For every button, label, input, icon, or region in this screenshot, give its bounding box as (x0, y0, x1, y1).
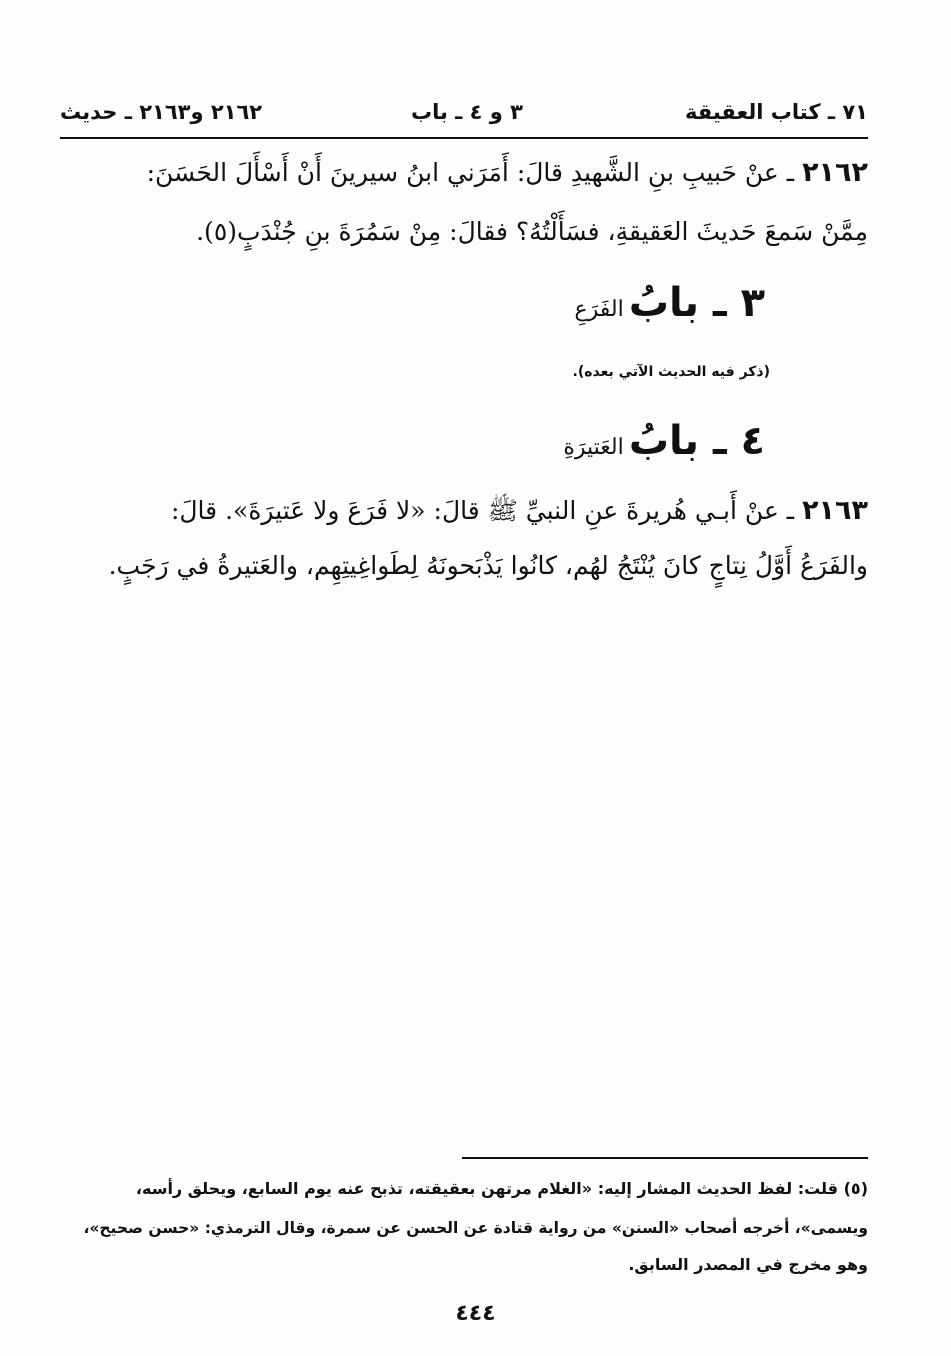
hadith-2162-line-2 (60, 212, 868, 252)
bab-3-note: (ذكر فيه الحديث الآتي بعده). (572, 364, 770, 380)
header-divider (60, 137, 868, 139)
header-hadith-range: ٢١٦٢ و٢١٦٣ ـ حديث (60, 100, 263, 124)
bab-3-number: ٣ ـ بابُ (628, 280, 765, 326)
bab-4-heading (60, 418, 868, 464)
hadith-2163-line-2 (60, 546, 868, 586)
hadith-2162-text-2: مِمَّنْ سَمعَ حَديثَ العَقيقةِ، فسَأَلْتُهُ؟ فقالَ: مِنْ سَمُرَةَ بنِ جُنْدَبٍ(٥). (196, 217, 868, 246)
footnote-line-3: وهو مخرج في المصدر السابق. (628, 1255, 868, 1274)
footnote-divider (462, 1157, 868, 1159)
bab-4-title: العَتيرَةِ (563, 435, 624, 460)
footnote-line-1: (٥) قلت: لفظ الحديث المشار إليه: «الغلام مرتهن بعقيقته، تذبح عنه يوم السابع، ويحلق رأسه، (135, 1179, 868, 1198)
hadith-2162-text-1: ـ عنْ حَبيبِ بنِ الشَّهيدِ قالَ: أَمَرَني ابنُ سيرينَ أَنْ أَسْأَلَ الحَسَنَ: (146, 158, 803, 187)
hadith-2163-text-2: والفَرَعُ أَوَّلُ نِتاجٍ كانَ يُنْتَجُ لهُم، كانُوا يَذْبَحونَهُ لِطَواغِيتِهِم، والعَتيرةُ في رَجَبٍ. (108, 551, 868, 580)
hadith-2163-text-1: ـ عنْ أَبـي هُريرةَ عنِ النبيِّ ﷺ قالَ: «لا فَرَعَ ولا عَتيرَةَ». قالَ: (170, 496, 803, 525)
running-header (60, 100, 868, 134)
bab-3-title: الفَرَعِ (574, 297, 624, 322)
hadith-2162-number: ٢١٦٢ (802, 157, 868, 188)
page-number: ٤٤٤ (455, 1301, 496, 1326)
header-book-title: ٧١ ـ كتاب العقيقة (685, 100, 868, 124)
bab-4-number: ٤ ـ بابُ (628, 418, 765, 464)
bab-3-heading (60, 280, 868, 326)
hadith-2163-line-1 (60, 491, 868, 531)
header-chapter-range: ٣ و ٤ ـ باب (410, 100, 523, 124)
hadith-2163-number: ٢١٦٣ (802, 495, 868, 526)
footnote-line-2: ويسمى»، أخرجه أصحاب «السنن» من رواية قتادة عن الحسن عن سمرة، وقال الترمذي: «حسن صحيح»، (83, 1219, 868, 1237)
hadith-2162-line-1 (60, 153, 868, 193)
